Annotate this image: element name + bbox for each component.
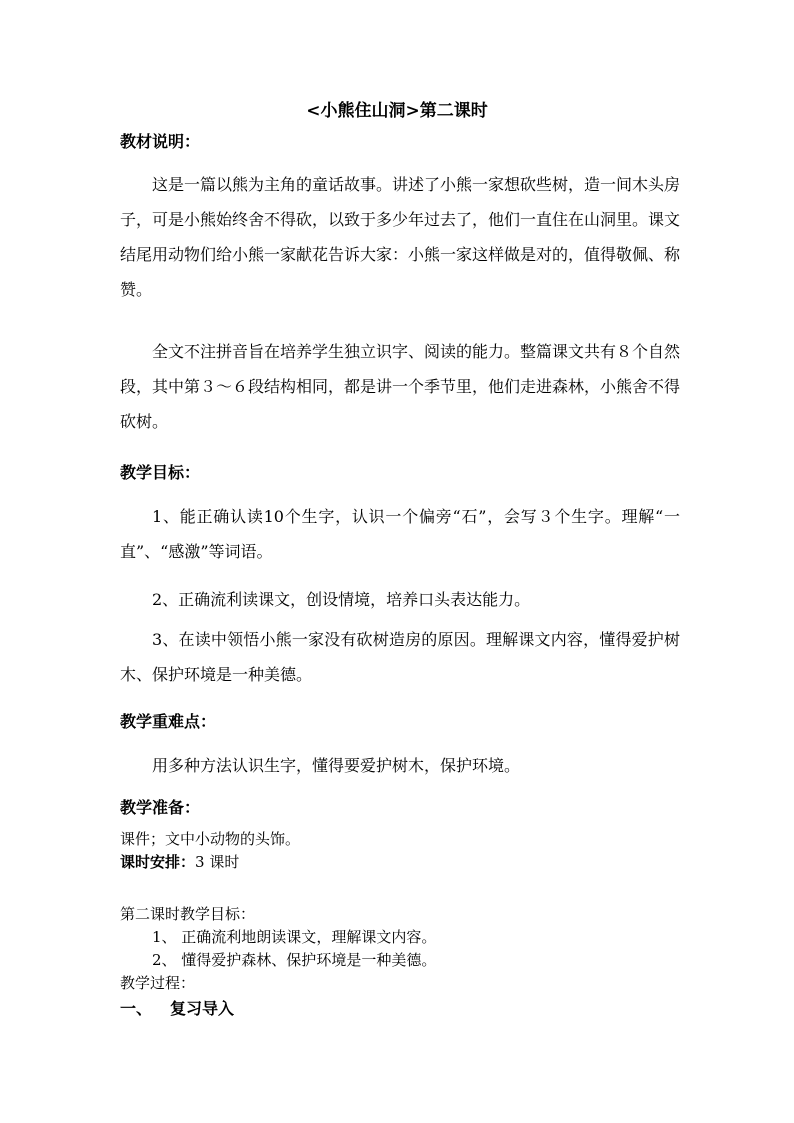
page-title: <小熊住山洞>第二课时 bbox=[306, 101, 488, 121]
preparation-heading: 教学准备： bbox=[120, 798, 201, 817]
material-paragraph-2: 全文不注拼音旨在培养学生独立识字、阅读的能力。整篇课文共有８个自然段，其中第３～６段结构相同，都是讲一个季节里，他们走进森林，小熊舍不得砍树。 bbox=[120, 342, 681, 431]
process-step-title: 复习导入 bbox=[170, 999, 235, 1018]
schedule-label: 课时安排： bbox=[120, 853, 196, 871]
process-step-1 bbox=[120, 997, 234, 1021]
goal-item-2: 2、正确流利读课文，创设情境，培养口头表达能力。 bbox=[152, 590, 531, 609]
process-heading: 教学过程： bbox=[120, 974, 196, 992]
goals-heading: 教学目标： bbox=[120, 463, 201, 482]
schedule-value: 3 课时 bbox=[195, 853, 240, 871]
goal-item-3: 3、在读中领悟小熊一家没有砍树造房的原因。理解课文内容，懂得爱护树木、保护环境是一种美德。 bbox=[120, 630, 680, 684]
schedule-line bbox=[120, 851, 239, 873]
second-lesson-item-2: 2、 懂得爱护森林、保护环境是一种美德。 bbox=[152, 951, 437, 969]
process-step-number: 一、 bbox=[120, 999, 153, 1018]
key-points-heading: 教学重难点： bbox=[120, 712, 217, 731]
preparation-text: 课件；文中小动物的头饰。 bbox=[120, 830, 301, 848]
second-lesson-item-1: 1、 正确流利地朗读课文，理解课文内容。 bbox=[152, 928, 437, 946]
material-paragraph-1: 这是一篇以熊为主角的童话故事。讲述了小熊一家想砍些树，造一间木头房子，可是小熊始终舍不得砍，以致于多少年过去了，他们一直住在山洞里。课文结尾用动物们给小熊一家献花告诉大家：小熊一家这样做是对的，值得敬佩、称赞。 bbox=[120, 175, 681, 299]
second-lesson-heading: 第二课时教学目标： bbox=[120, 905, 256, 923]
material-heading: 教材说明： bbox=[120, 132, 201, 151]
key-points-text: 用多种方法认识生字，懂得要爱护树木，保护环境。 bbox=[152, 756, 521, 775]
goal-item-1: 1、能正确认读10个生字，认识一个偏旁“石”，会写３个生字。理解“一直”、“感激”等词语。 bbox=[120, 507, 680, 561]
